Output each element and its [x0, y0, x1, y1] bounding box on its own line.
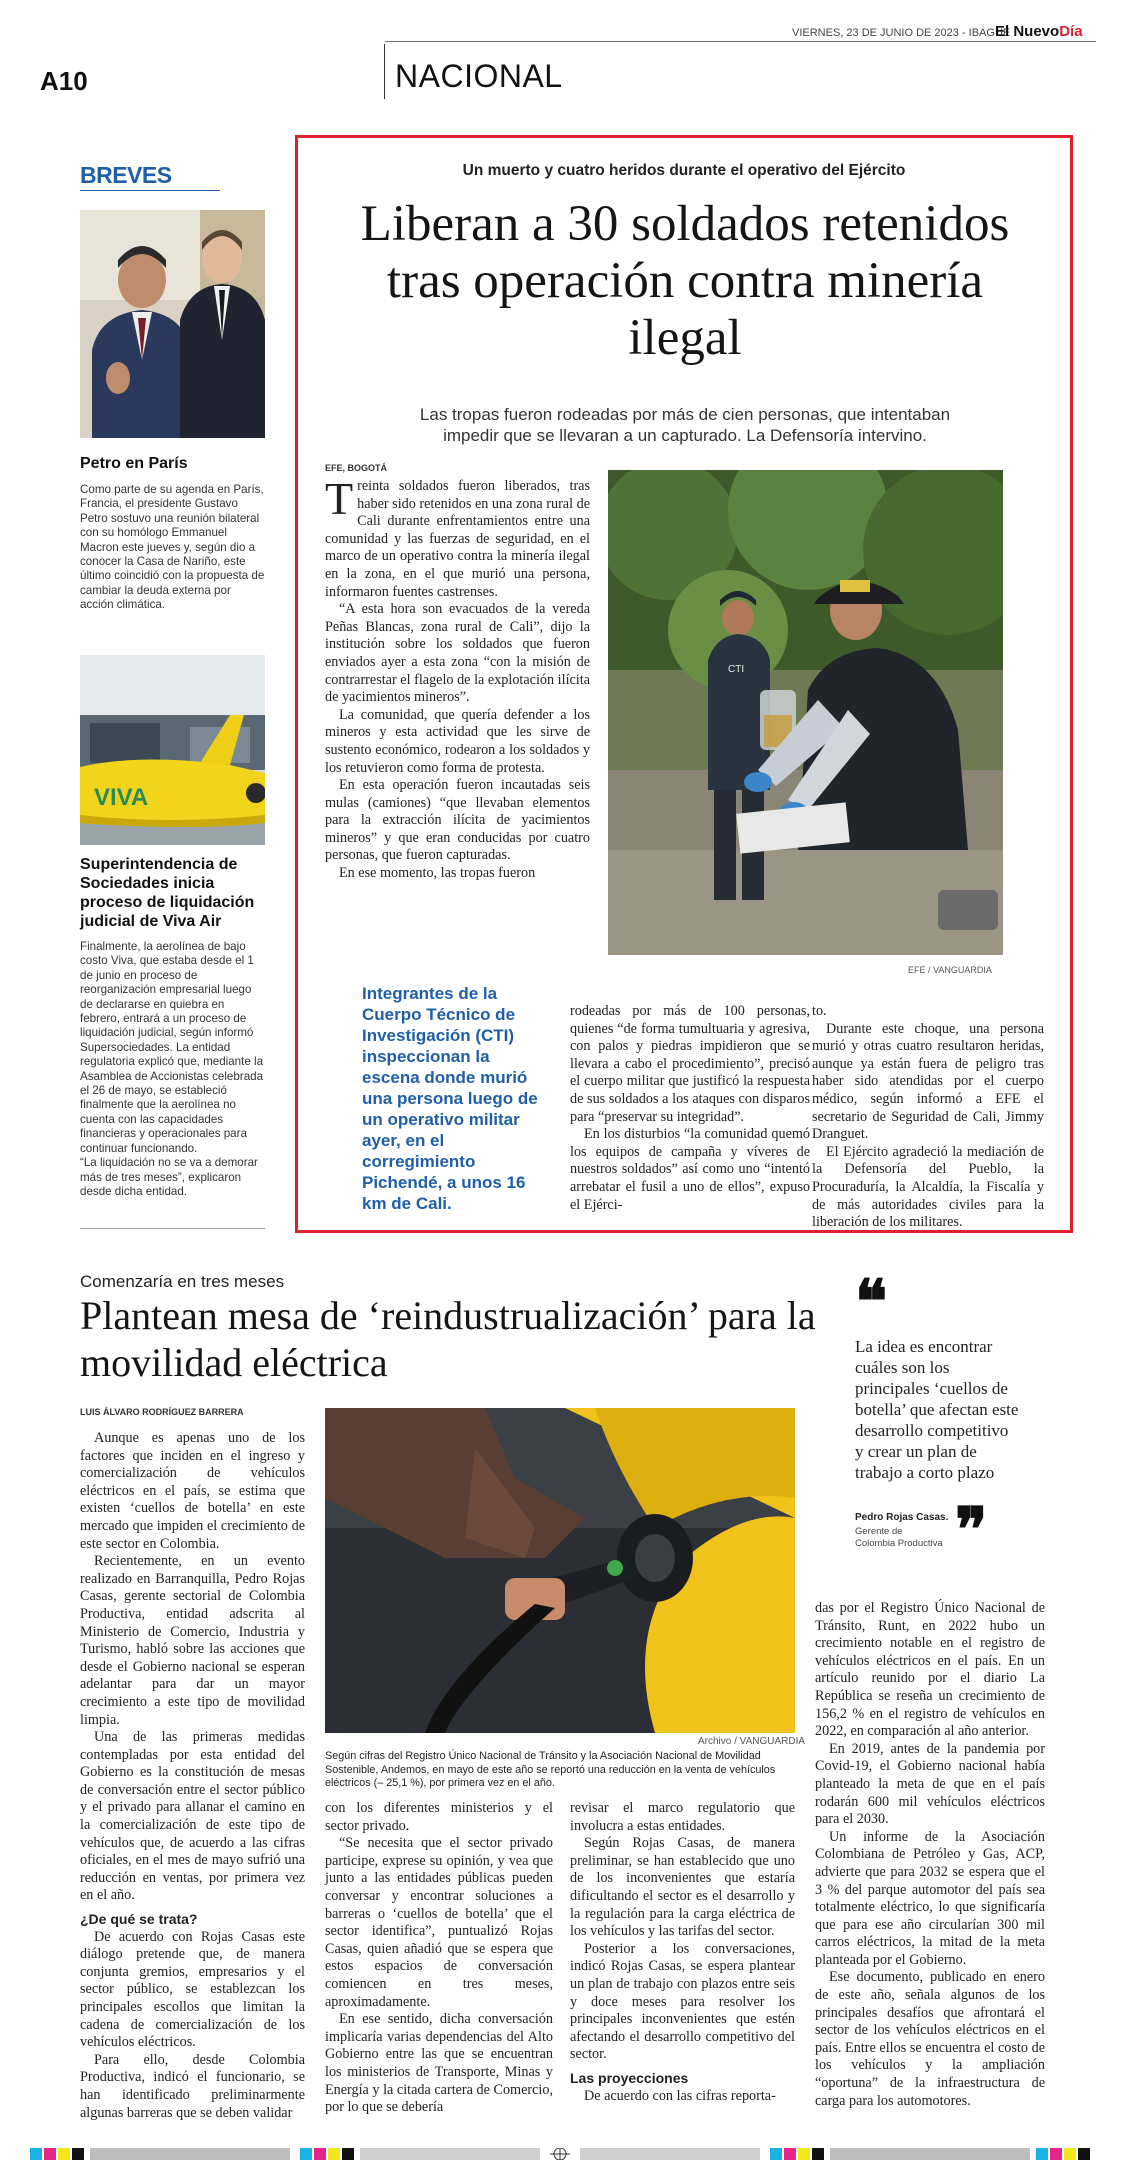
- lead-col1-paragraph1: [325, 473, 590, 601]
- lead-col3-paragraph2: En los disturbios “la comunidad quemó los equipos de campaña y víveres de nuestros soldados” así como uno “intentó arrebatar el fusil a uno de ellos”, expuso el Ejérci-: [570, 1126, 810, 1213]
- brief1-title: Petro en París: [80, 455, 188, 472]
- cti-badge-text: CTI: [728, 664, 745, 675]
- brief1-text: [80, 483, 265, 613]
- viva-plane-text: VIVA: [94, 784, 149, 811]
- second-col3-paragraph1: revisar el marco regulatorio que involucra a estas entidades.: [570, 1800, 795, 1834]
- brief2-paragraph2: “La liquidación no se va a demorar más de tres meses”, explicaron desde dicha entidad.: [80, 1156, 258, 1198]
- briefs-header-rule: [80, 190, 220, 191]
- lead-col3-paragraph1: rodeadas por más de 100 personas, quienes “de forma tumultuaria y agresiva, con palos y piedras impidieron que se llevara a cabo el procedimiento”, precisó el cuerpo militar que justificó la respuesta de sus soldados a los ataques con disparos para “preservar su integridad”.: [570, 1003, 810, 1125]
- second-subhead-2: Las proyecciones: [570, 2069, 689, 2086]
- lead-byline: EFE, BOGOTÁ: [325, 463, 388, 473]
- second-col4-paragraph1: das por el Registro Único Nacional de Tránsito, Runt, en 2022 hubo un crecimiento notable en el registro de vehículos eléctricos en el país. En un artículo reunido por el diario La República se reseña un crecimiento de 156,2 % en el registro de vehículos en 2022, en comparación al año anterior.: [815, 1600, 1045, 1740]
- lead-drop-cap: T: [325, 473, 354, 524]
- second-kicker: Comenzaría en tres meses: [80, 1272, 285, 1291]
- second-column-3: [570, 1800, 795, 2105]
- lead-headline: Liberan a 30 soldados retenidos tras operación contra minería ilegal: [360, 196, 1010, 366]
- petro-macron-photo: [80, 210, 265, 438]
- brand-logo-part1: El Nuevo: [995, 23, 1060, 40]
- second-col1-paragraph2: Recientemente, en un evento realizado en Barranquilla, Pedro Rojas Casas, gerente sectorial de Colombia Productiva, entidad adscrita al Ministerio de Comercio, Industria y Turismo, habló sobre las acciones que desde el Gobierno nacional se esperan adelantar para dar un mayor crecimiento a este tipo de movilidad limpia.: [80, 1553, 305, 1728]
- second-col1-paragraph1: Aunque es apenas uno de los factores que inciden en el ingreso y comercialización de vehículos eléctricos en el país, se estima que existen ‘cuellos de botella’ en este mercado que impiden el crecimiento de este sector en Colombia.: [80, 1430, 305, 1552]
- viva-air-photo: [80, 655, 265, 845]
- second-col2-paragraph3: En ese sentido, dicha conversación implicaría varias dependencias del Alto Gobierno entre las que se encuentran los ministerios de Transporte, Minas y Energía y la citada cartera de Comercio, por lo que se debería: [325, 2011, 553, 2116]
- second-col4-paragraph2: En 2019, antes de la pandemia por Covid-19, el Gobierno nacional había planteado la meta de que en el país rodarán 600 mil vehículos eléctricos para el 2030.: [815, 1740, 1045, 1828]
- second-headline: Plantean mesa de ‘reindustrualización’ para la movilidad eléctrica: [80, 1293, 816, 1385]
- second-col1-paragraph3: Una de las primeras medidas contempladas por esta entidad del Gobierno es la constitución de mesas de conversación entre el sector público y el privado para allanar el camino en la comercialización de este tipo de vehículos que, de acuerdo a las cifras oficiales, en el mes de mayo sufrió una reducción en ventas, por primera vez en el año.: [80, 1729, 305, 1904]
- brand-logo: [995, 23, 1083, 40]
- second-col2-paragraph2: “Se necesita que el sector privado participe, exprese su opinión, y vea que junto a las entidades públicas pueden conversar y encontrar soluciones a barreras o ‘cuellos de botella’ que el sector identifica”, puntualizó Rojas Casas, quien añadió que se espera que estos espacios de conversación comiencen en tres meses, aproximadamente.: [325, 1835, 553, 2010]
- lead-col4-paragraph3: El Ejército agradeció la mediación de la Defensoría del Pueblo, la Procuraduría, la Alcaldía, la Fiscalía y de más autoridades civiles para la liberación de los militares.: [812, 1143, 1044, 1231]
- date-line: VIERNES, 23 DE JUNIO DE 2023 - IBAGUÉ: [792, 27, 1011, 39]
- second-col1-paragraph4: De acuerdo con Rojas Casas este diálogo pretende que, de manera conjunta gremios, empresarios y el sector público, se establezcan los principales escollos que limitan la cadena de comercialización de los vehículos eléctricos.: [80, 1928, 305, 2051]
- brief2-title: Superintendencia de Sociedades inicia proceso de liquidación judicial de Viva Air: [80, 856, 255, 930]
- quote-role: Gerente de Colombia Productiva: [855, 1526, 943, 1549]
- second-photo-caption: Según cifras del Registro Único Nacional de Tránsito y la Asociación Nacional de Movilidad Sostenible, Andemos, en mayo de este año se reportó una reducción en la venta de vehículos eléctricos (– 25,1 %), por primera vez en el año.: [325, 1750, 776, 1789]
- second-column-4: [815, 1600, 1045, 2110]
- lead-photo-credit: EFE / VANGUARDIA: [908, 965, 992, 975]
- briefs-header: BREVES: [80, 162, 172, 188]
- lead-col1-paragraph2: “A esta hora son evacuados de la vereda Peñas Blancas, zona rural de Cali”, dijo la institución sobre los soldados que fueron enviados ayer a esta zona “con la misión de contrarrestar el flagelo de la explotación ilícita de yacimientos mineros”.: [325, 601, 590, 706]
- lead-column-4: [812, 1003, 1044, 1232]
- lead-col4-paragraph2: Durante este choque, una persona murió y otras cuatro resultaron heridas, aunque ya están fuera de peligro tras haber sido atendidas por el cuerpo médico, según informó a EFE el secretario de Seguridad de Cali, Jimmy Dranguet.: [812, 1020, 1044, 1143]
- ev-charging-photo: [325, 1408, 795, 1733]
- print-color-bar: [30, 2148, 1090, 2160]
- pull-quote: La idea es encontrar cuáles son los principales ‘cuellos de botella’ que afectan este desarrollo competitivo y crear un plan de trabajo a corto plazo: [855, 1337, 1019, 1482]
- second-col2-paragraph1: con los diferentes ministerios y el sector privado.: [325, 1800, 553, 1834]
- cti-scene-photo: [608, 470, 1003, 955]
- lead-deck: Las tropas fueron rodeadas por más de cien personas, que intentaban impedir que se llevaran a un capturado. La Defensoría intervino.: [419, 405, 951, 445]
- section-divider: [384, 44, 385, 99]
- quote-author: Pedro Rojas Casas.: [855, 1512, 949, 1523]
- second-col1-paragraph5: Para ello, desde Colombia Productiva, indicó el funcionario, se han identificado preliminarmente algunas barreras que se deben validar: [80, 2051, 305, 2121]
- second-byline: LUIS ÁLVARO RODRÍGUEZ BARRERA: [80, 1407, 244, 1417]
- lead-col1-paragraph3: La comunidad, que quería defender a los mineros y esta actividad que les sirve de sustento económico, rodearon a los soldados y los retuvieron como forma de protesta.: [325, 706, 590, 776]
- lead-photo-caption: Integrantes de la Cuerpo Técnico de Investigación (CTI) inspeccionan la escena donde murió una persona luego de un operativo militar ayer, en el corregimiento Pichendé, a unos 16 km de Cali.: [362, 984, 538, 1213]
- brand-logo-part2: Día: [1059, 23, 1083, 40]
- lead-column-3: [570, 1003, 810, 1214]
- quote-open-icon: ❝: [855, 1267, 888, 1337]
- lead-col1-first-text: reinta soldados fueron liberados, tras haber sido retenidos en una zona rural de Cali durante enfrentamientos entre una comunidad y las fuerzas de seguridad, en el marco de un operativo contra la minería ilegal en la zona, en el que murió una persona, informaron fuentes castrenses.: [325, 478, 590, 600]
- second-subhead-1: ¿De qué se trata?: [80, 1911, 198, 1928]
- second-photo-credit: Archivo / VANGUARDIA: [698, 1736, 806, 1747]
- lead-column-1: [325, 473, 590, 883]
- second-column-2: [325, 1800, 553, 2117]
- masthead-rule: [385, 41, 1096, 42]
- second-col3-paragraph4: De acuerdo con las cifras reporta-: [584, 2087, 776, 2104]
- section-title: NACIONAL: [395, 58, 563, 94]
- lead-kicker: Un muerto y cuatro heridos durante el operativo del Ejército: [462, 162, 906, 179]
- lead-col1-paragraph5: En ese momento, las tropas fueron: [339, 865, 536, 882]
- second-column-1: [80, 1430, 305, 2122]
- second-col4-paragraph3: Un informe de la Asociación Colombiana de Petróleo y Gas, ACP, advierte que para 2032 se espera que el 3 % del parque automotor del país sea totalmente eléctrico, lo que significaría que para ese año circularían 300 mil carros eléctricos, la mitad de la meta planteada por el Gobierno.: [815, 1828, 1045, 1968]
- second-col3-paragraph2: Según Rojas Casas, de manera preliminar, se han establecido que uno de los inconvenientes que estaría dificultando el sector es el desarrollo y la regulación para la carga eléctrica de los vehículos y las tarifas del sector.: [570, 1835, 795, 1940]
- brief2-text: [80, 940, 265, 1199]
- briefs-bottom-rule: [80, 1228, 265, 1229]
- brief1-paragraph: Como parte de su agenda en París, Francia, el presidente Gustavo Petro sostuvo una reunión bilateral con su homólogo Emmanuel Macron este jueves y, según dio a conocer la Casa de Nariño, este último coincidió con la propuesta de cambiar la deuda externa por acción climática.: [80, 483, 265, 612]
- lead-col1-paragraph4: En esta operación fueron incautadas seis mulas (camiones) “que llevaban elementos para la extracción ilícita de yacimientos mineros” y que eran conducidas por cuatro personas, que fueron capturadas.: [325, 777, 590, 864]
- lead-col4-paragraph1: to.: [812, 1003, 827, 1019]
- second-col4-paragraph4: Ese documento, publicado en enero de este año, señala algunos de los principales desafíos que afrontará el sector de los vehículos eléctricos en el país. Entre ellos se encuentra el costo de los vehículos y la ampliación “oportuna” de la infraestructura de carga para los automotores.: [815, 1969, 1045, 2109]
- brief2-paragraph1: Finalmente, la aerolínea de bajo costo Viva, que estaba desde el 1 de junio en proceso de reorganización empresarial luego de declararse en quiebra en febrero, entrará a un proceso de liquidación judicial, según informó Supersociedades. La entidad regulatoria explicó que, mediante la Asamblea de Accionistas celebrada el 26 de mayo, se estableció finalmente que la aerolínea no cuenta con las capacidades financieras y operacionales para continuar funcionando.: [80, 940, 264, 1155]
- second-col3-paragraph3: Posterior a los conversaciones, indicó Rojas Casas, se espera plantear un plan de trabajo con plazos entre seis y doce meses para resolver los principales inconvenientes que estén afectando el desarrollo competitivo del sector.: [570, 1940, 795, 2063]
- page-number: A10: [40, 66, 88, 96]
- quote-close-icon: ❞: [955, 1495, 988, 1565]
